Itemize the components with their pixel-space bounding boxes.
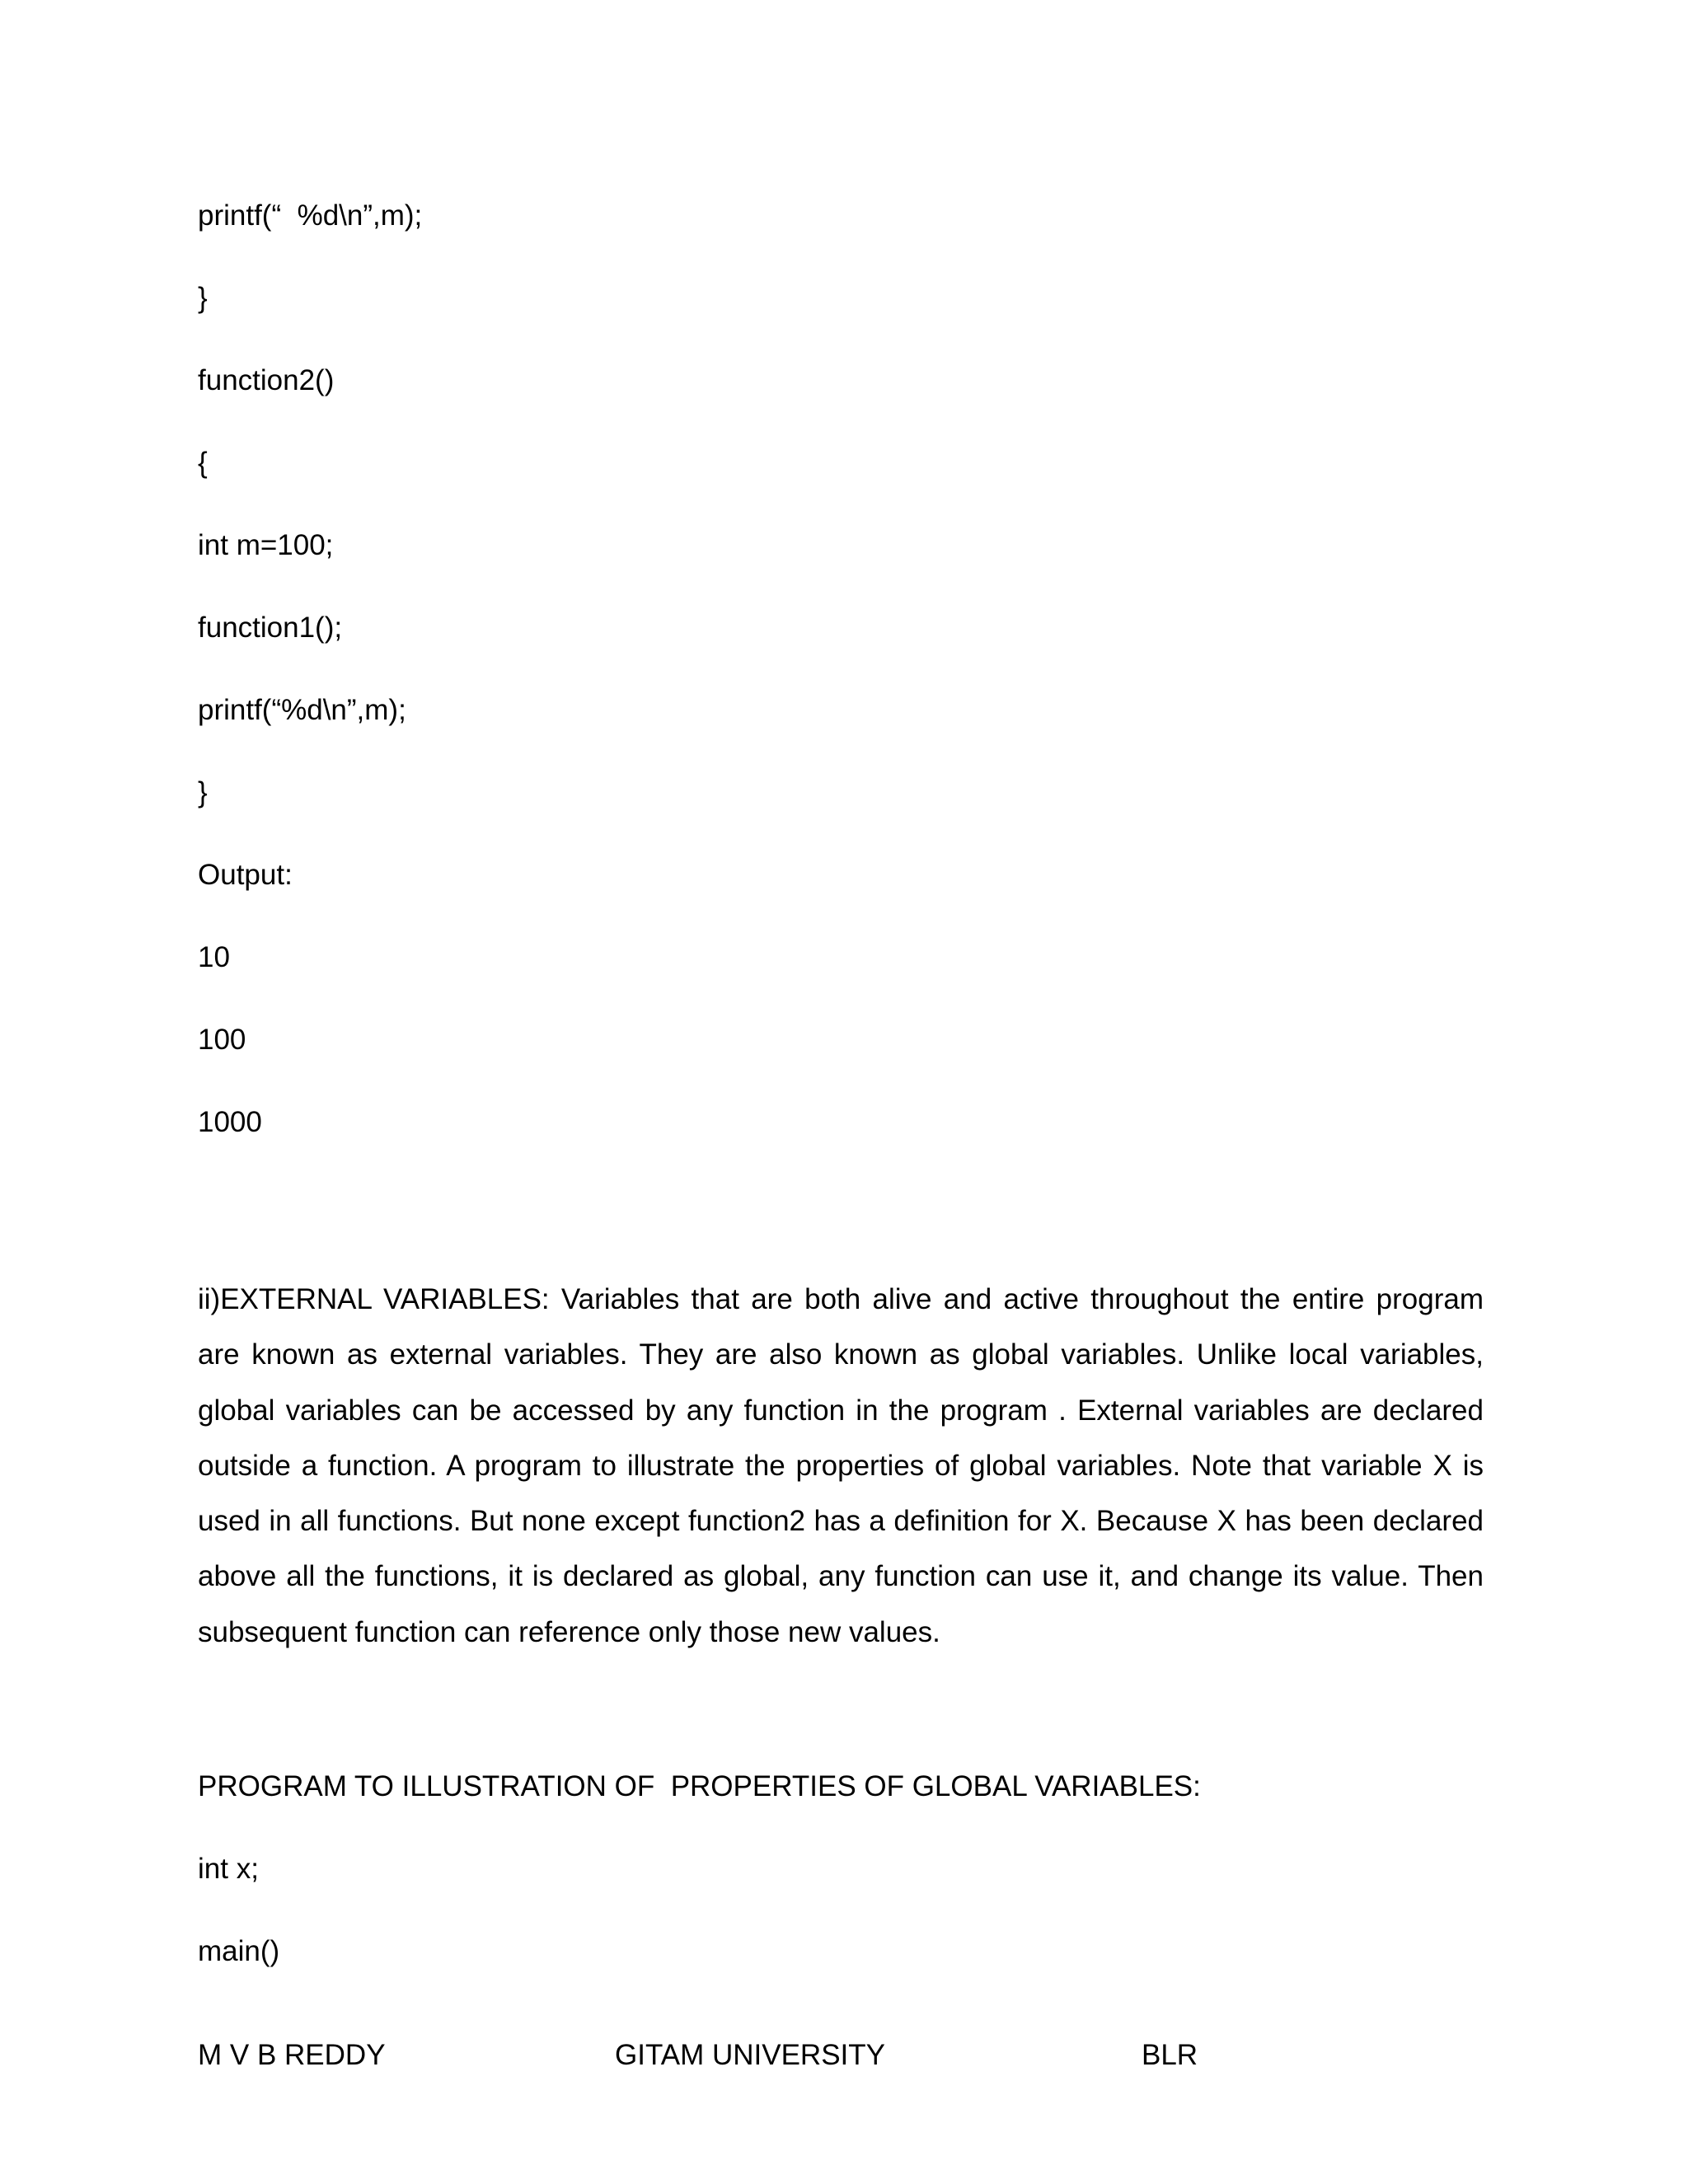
- footer-institution: GITAM UNIVERSITY: [615, 2039, 885, 2071]
- output-label: Output:: [198, 859, 293, 891]
- code-line: }: [198, 776, 208, 808]
- code-line: int m=100;: [198, 529, 334, 561]
- output-value: 100: [198, 1024, 246, 1056]
- code-line: main(): [198, 1935, 280, 1967]
- external-variables-paragraph: ii)EXTERNAL VARIABLES: Variables that are both alive and active throughout the entire program are known as external variables. They are also known as global variables. Unlike local variables, global variables can be accessed by any function in the program . External variables are declared outside a function. A program to illustrate the properties of global variables. Note that variable X is used in all functions. But none except function2 has a definition for X. Because X has been declared above all the functions, it is declared as global, any function can use it, and change its value. Then subsequent function can reference only those new values.: [198, 1283, 1484, 1648]
- footer-author: M V B REDDY: [198, 2039, 386, 2071]
- code-line: printf(“ %d\n”,m);: [198, 199, 423, 232]
- code-line: int x;: [198, 1853, 259, 1885]
- output-value: 10: [198, 941, 230, 973]
- output-value: 1000: [198, 1106, 262, 1138]
- code-line: }: [198, 282, 208, 314]
- code-line: {: [198, 447, 208, 479]
- code-line: printf(“%d\n”,m);: [198, 694, 406, 726]
- footer-location: BLR: [1142, 2039, 1198, 2071]
- program-heading: PROGRAM TO ILLUSTRATION OF PROPERTIES OF GLOBAL VARIABLES:: [198, 1770, 1201, 1802]
- code-line: function1();: [198, 612, 343, 644]
- code-line: function2(): [198, 364, 335, 396]
